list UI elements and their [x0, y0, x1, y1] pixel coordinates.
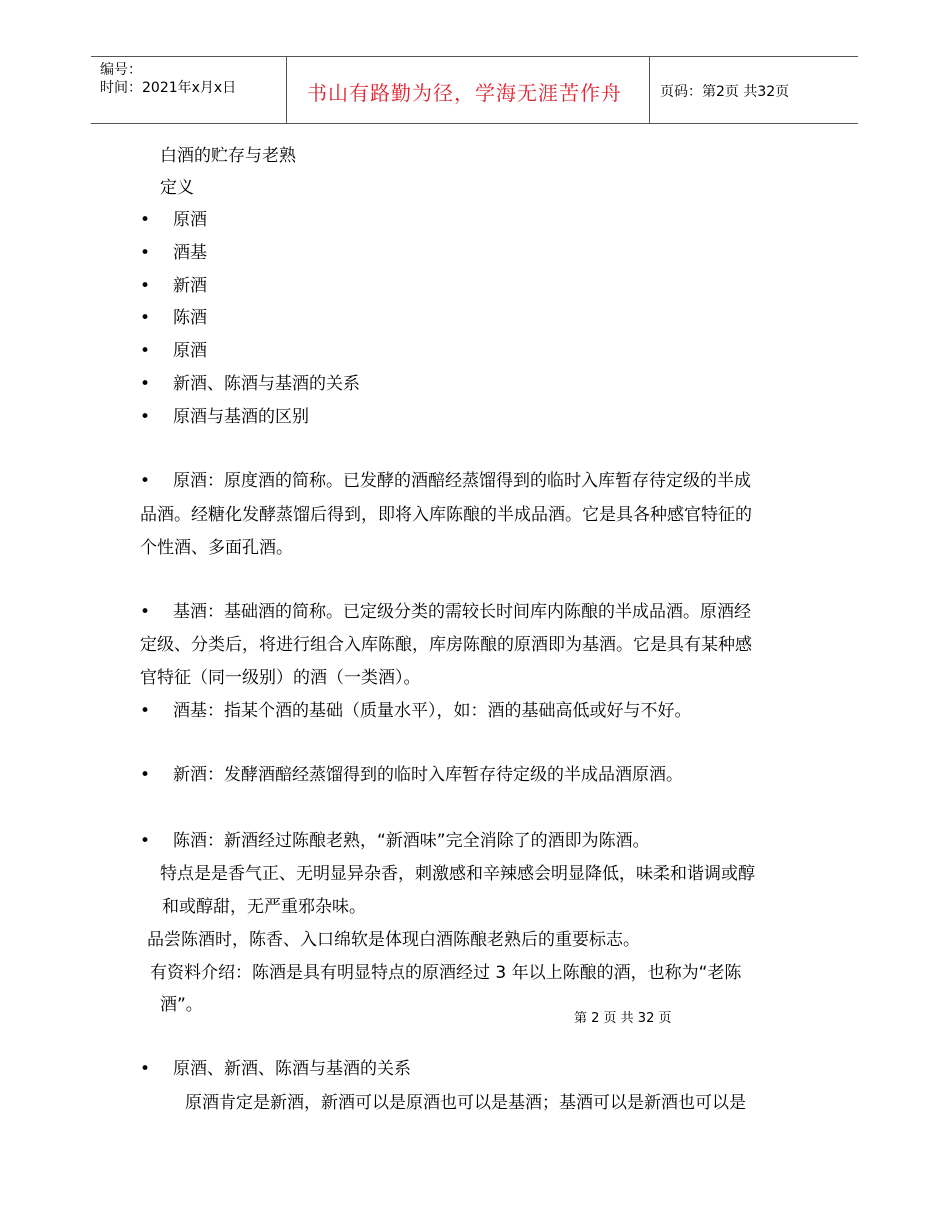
document-title: 白酒的贮存与老熟: [160, 146, 296, 166]
bullet-icon: •: [140, 341, 151, 361]
bullet-icon: •: [140, 602, 151, 622]
paragraph-line: 酒基：指某个酒的基础（质量水平），如：酒的基础高低或好与不好。: [173, 701, 692, 721]
bullet-icon: •: [140, 243, 151, 263]
paragraph-line: 陈酒：新酒经过陈酿老熟，“新酒味”完全消除了的酒即为陈酒。: [173, 831, 650, 851]
definition-heading: 定义: [160, 178, 194, 198]
bullet-icon: •: [140, 1059, 151, 1079]
paragraph-line: 基酒：基础酒的简称。已定级分类的需较长时间库内陈酿的半成品酒。原酒经: [173, 602, 751, 622]
document-time-label: 时间：2021年x月x日: [100, 80, 237, 96]
paragraph-line: 原酒肯定是新酒，新酒可以是原酒也可以是基酒；基酒可以是新酒也可以是: [185, 1093, 746, 1113]
paragraph-line: 品尝陈酒时，陈香、入口绵软是体现白酒陈酿老熟后的重要标志。: [147, 930, 640, 950]
paragraph-line: 原酒：原度酒的简称。已发酵的酒醅经蒸馏得到的临时入库暂存待定级的半成: [173, 471, 751, 491]
bullet-icon: •: [140, 210, 151, 230]
paragraph-line: 有资料介绍：陈酒是具有明显特点的原酒经过 3 年以上陈酿的酒，也称为“老陈: [150, 963, 742, 983]
bullet-icon: •: [140, 471, 151, 491]
section-heading: 原酒、新酒、陈酒与基酒的关系: [173, 1059, 411, 1079]
header-meta-cell: [91, 57, 287, 123]
header-page-cell: [650, 57, 858, 123]
toc-item: 新酒、陈酒与基酒的关系: [173, 374, 360, 394]
toc-item: 原酒: [173, 341, 207, 361]
paragraph-line: 新酒：发酵酒醅经蒸馏得到的临时入库暂存待定级的半成品酒原酒。: [173, 765, 683, 785]
bullet-icon: •: [140, 831, 151, 851]
toc-item: 新酒: [173, 276, 207, 296]
bullet-icon: •: [140, 765, 151, 785]
bullet-icon: •: [140, 407, 151, 427]
bullet-icon: •: [140, 374, 151, 394]
header-motto-cell: [287, 57, 650, 123]
toc-item: 原酒与基酒的区别: [173, 407, 309, 427]
paragraph-line: 品酒。经糖化发酵蒸馏后得到，即将入库陈酿的半成品酒。它是具各种感官特征的: [140, 505, 752, 525]
toc-item: 原酒: [173, 210, 207, 230]
bullet-icon: •: [140, 276, 151, 296]
bullet-icon: •: [140, 701, 151, 721]
header-table: [91, 56, 858, 124]
header-page-info: 页码：第2页 共32页: [660, 84, 790, 100]
paragraph-line: 官特征（同一级别）的酒（一类酒）。: [140, 668, 421, 688]
bullet-icon: •: [140, 308, 151, 328]
page-footer: 第 2 页 共 32 页: [574, 1011, 672, 1026]
paragraph-line: 定级、分类后，将进行组合入库陈酿，库房陈酿的原酒即为基酒。它是具有某种感: [140, 635, 752, 655]
paragraph-line: 个性酒、多面孔酒。: [140, 538, 293, 558]
toc-item: 陈酒: [173, 308, 207, 328]
document-number-label: 编号：: [100, 62, 142, 78]
toc-item: 酒基: [173, 243, 207, 263]
paragraph-line: 和或醇甜，无严重邪杂味。: [162, 897, 366, 917]
paragraph-line: 特点是是香气正、无明显异杂香，刺激感和辛辣感会明显降低，味柔和谐调或醇: [160, 864, 755, 884]
paragraph-line: 酒”。: [160, 995, 203, 1015]
header-motto: 书山有路勤为径，学海无涯苦作舟: [307, 81, 622, 105]
